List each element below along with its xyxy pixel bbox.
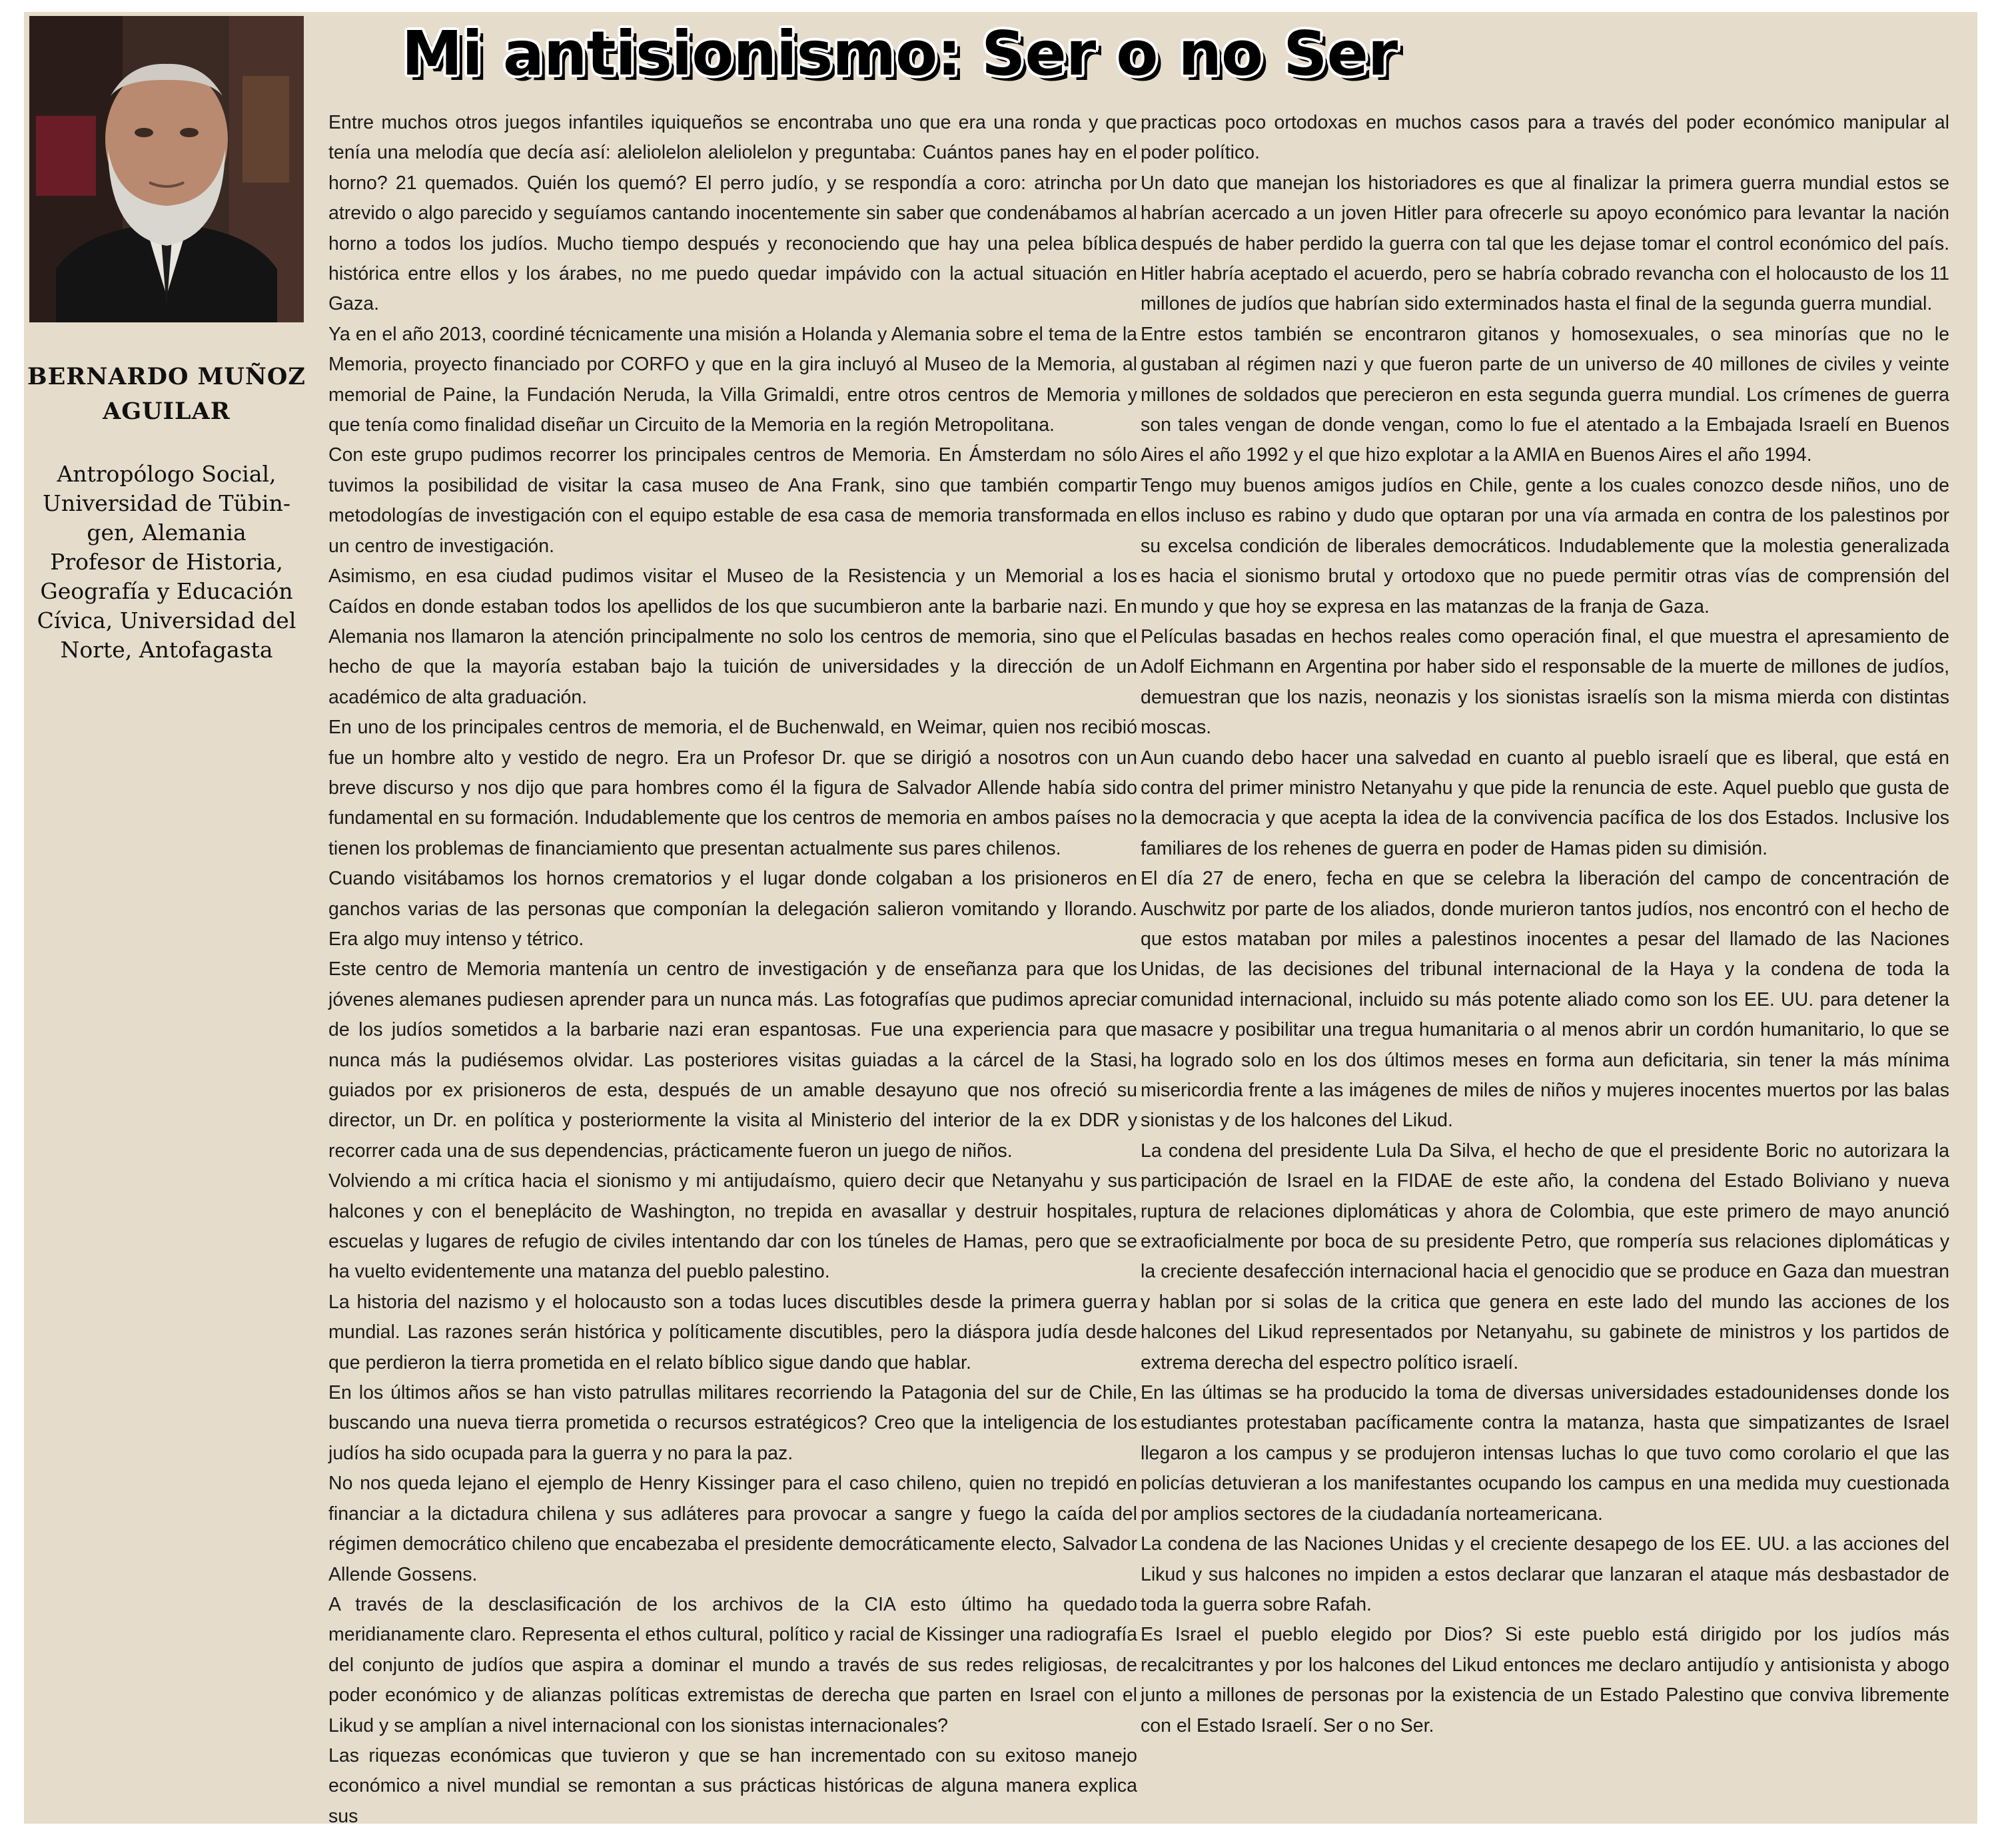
paragraph: En uno de los principales centros de memoria, el de Buchenwald, en Weimar, quien nos recibió fue un hombre alto y vestido de negro. Era un Profesor Dr. que se dirigió a nosotros con un breve discurso y nos dijo que para hombres como él la figura de Salvador Allende había sido fundamental en su formación. Indudablemente que los centros de memoria en ambos países no tienen los problemas de financiamiento que presentan actualmente sus pares chilenos. [328, 717, 1137, 859]
author-bio-line: Cívica, Universidad del [37, 607, 296, 633]
paragraph: Entre muchos otros juegos infantiles iquiqueños se encontraba uno que era una ronda y que tenía una melodía que decía así: aleliolelon aleliolelon y preguntaba: Cuántos panes hay en el horno? 21 quemados. Quién los quemó? El perro judío, y se respondía a coro: atrincha por atrevido o algo parecido y seguíamos cantando inocentemente sin saber que condenábamos al horno a todos los judíos. Mucho tiempo después y reconociendo que hay una pelea bíblica histórica entre ellos y los árabes, no me puedo quedar impávido con la actual situación en Gaza. [328, 112, 1137, 315]
paragraph: Volviendo a mi crítica hacia el sionismo y mi antijudaísmo, quiero decir que Netanyahu y sus halcones y con el beneplácito de Washington, no trepida en avasallar y destruir hospitales, escuelas y lugares de refugio de civiles intentando dar con los túneles de Hamas, pero que se ha vuelto evidentemente una matanza del pueblo palestino. [328, 1170, 1137, 1283]
paragraph: practicas poco ortodoxas en muchos casos para a través del poder económico manipular al poder político. [1141, 112, 1949, 164]
paragraph: Películas basadas en hechos reales como operación final, el que muestra el apresamiento de Adolf Eichmann en Argentina por haber sido el responsable de la muerte de millones de judíos, demuestran que los nazis, neonazis y los sionistas israelís son la misma mierda con distintas moscas. [1141, 625, 1949, 739]
author-portrait-illustration [29, 16, 304, 322]
paragraph: Asimismo, en esa ciudad pudimos visitar el Museo de la Resistencia y un Memorial a los Caídos en donde estaban todos los apellidos de los que sucumbieron ante la barbarie nazi. En Alemania nos llamaron la atención principalmente no solo los centros de memoria, sino que el hecho de que la mayoría estaban bajo la tuición de universidades y la dirección de un académico de alta graduación. [328, 565, 1137, 708]
paragraph: Este centro de Memoria mantenía un centro de investigación y de enseñanza para que los jóvenes alemanes pudiesen aprender para un nunca más. Las fotografías que pudimos apreciar de los judíos sometidos a la barbarie nazi eran espantosas. Fue una experiencia para que nunca más la pudiésemos olvidar. Las posteriores visitas guiadas a la cárcel de la Stasi, guiados por ex prisioneros de esta, después de un amable desayuno que nos ofreció su director, un Dr. en política y posteriormente la visita al Ministerio del interior de la ex DDR y recorrer cada una de sus dependencias, prácticamente fueron un juego de niños. [328, 958, 1137, 1162]
author-bio-line: Norte, Antofagasta [60, 637, 273, 663]
paragraph: Las riquezas económicas que tuvieron y que se han incrementado con su exitoso manejo económico a nivel mundial se remontan a sus prácticas históricas de alguna manera explica sus [328, 1744, 1137, 1827]
article-headline: Mi antisionismo: Ser o no Ser [401, 18, 1398, 89]
author-bio-line: Antropólogo Social, [57, 461, 276, 487]
paragraph: A través de la desclasificación de los archivos de la CIA esto último ha quedado meridianamente claro. Representa el ethos cultural, político y racial de Kissinger una radiografía del conjunto de judíos que aspira a dominar el mundo a través de sus redes religiosas, de poder económico y de alianzas políticas extremistas de derecha que parten en Israel con el Likud y se amplían a nivel internacional con los sionistas internacionales? [328, 1593, 1137, 1736]
paragraph: En las últimas se ha producido la toma de diversas universidades estadounidenses donde los estudiantes protestaban pacíficamente contra la matanza, hasta que simpatizantes de Israel llegaron a los campus y se produjeron intensas luchas lo que tuvo como corolario el que las policías detuvieran a los manifestantes ocupando los campus en una medida muy cuestionada por amplios sectores de la ciudadanía norteamericana. [1141, 1382, 1949, 1525]
paragraph: Ya en el año 2013, coordiné técnicamente una misión a Holanda y Alemania sobre el tema de la Memoria, proyecto financiado por CORFO y que en la gira incluyó al Museo de la Memoria, al memorial de Paine, la Fundación Neruda, la Villa Grimaldi, entre otros centros de Memoria y que tenía como finalidad diseñar un Circuito de la Memoria en la región Metropolitana. [328, 323, 1137, 436]
author-photo [29, 16, 304, 322]
paragraph: La historia del nazismo y el holocausto son a todas luces discutibles desde la primera guerra mundial. Las razones serán histórica y políticamente discutibles, pero la diáspora judía desde que perdieron la tierra prometida en el relato bíblico sigue dando que hablar. [328, 1291, 1137, 1373]
article-column-right [1141, 108, 1949, 1741]
paragraph: Entre estos también se encontraron gitanos y homosexuales, o sea minorías que no le gustaban al régimen nazi y que fueron parte de un universo de 40 millones de civiles y veinte millones de soldados que perecieron en esta segunda guerra mundial. Los crímenes de guerra son tales vengan de donde vengan, como lo fue el atentado a la Embajada Israelí en Buenos Aires el año 1992 y el que hizo explotar a la AMIA en Buenos Aires el año 1994. [1141, 323, 1949, 466]
paragraph: Con este grupo pudimos recorrer los principales centros de Memoria. En Ámsterdam no sólo tuvimos la posibilidad de visitar la casa museo de Ana Frank, sino que también compartir metodologías de investigación con el equipo estable de esa casa de memoria transformada en un centro de investigación. [328, 444, 1137, 557]
article-column-left [328, 108, 1137, 1832]
paragraph: Un dato que manejan los historiadores es que al finalizar la primera guerra mundial estos se habrían acercado a un joven Hitler para ofrecerle su apoyo económico para levantar la nación después de haber perdido la guerra con tal que les dejase tomar el control económico del país. Hitler habría aceptado el acuerdo, pero se habría cobrado revancha con el holocausto de los 11 millones de judíos que habrían sido exterminados hasta el final de la segunda guerra mundial. [1141, 172, 1949, 315]
paragraph: La condena de las Naciones Unidas y el creciente desapego de los EE. UU. a las acciones del Likud y sus halcones no impiden a estos declarar que lanzaran el ataque más desbastador de toda la guerra sobre Rafah. [1141, 1533, 1949, 1615]
author-bio-line: Profesor de Historia, [50, 549, 283, 575]
paragraph: Tengo muy buenos amigos judíos en Chile, gente a los cuales conozco desde niños, uno de ellos incluso es rabino y dudo que optaran por una vía armada en contra de los palestinos por su excelsa condición de liberales democráticos. Indudablemente que la molestia generalizada es hacia el sionismo brutal y ortodoxo que no puede permitir otras vías de comprensión del mundo y que hoy se expresa en las matanzas de la franja de Gaza. [1141, 474, 1949, 617]
author-bio-line: Universidad de Tübin- [43, 490, 290, 516]
paragraph: Aun cuando debo hacer una salvedad en cuanto al pueblo israelí que es liberal, que está en contra del primer ministro Netanyahu y que pide la renuncia de este. Aquel pueblo que gusta de la democracia y que acepta la idea de la convivencia pacífica de los dos Estados. Inclusive los familiares de los rehenes de guerra en poder de Hamas piden su dimisión. [1141, 747, 1949, 859]
paragraph: Es Israel el pueblo elegido por Dios? Si este pueblo está dirigido por los judíos más recalcitrantes y por los halcones del Likud entonces me declaro antijudío y antisionista y abogo junto a millones de personas por la existencia de un Estado Palestino que conviva libremente con el Estado Israelí. Ser o no Ser. [1141, 1624, 1949, 1736]
paragraph: El día 27 de enero, fecha en que se celebra la liberación del campo de concentración de Auschwitz por parte de los aliados, donde murieron tantos judíos, nos encontró con el hecho de que estos mataban por miles a palestinos inocentes a pesar del llamado de las Naciones Unidas, de las decisiones del tribunal internacional de la Haya y la condena de toda la comunidad internacional, incluido su más potente aliado como son los EE. UU. para detener la masacre y posibilitar una tregua humanitaria o al menos abrir un cordón humanitario, lo que se ha logrado solo en los dos últimos meses en forma aun deficitaria, sin tener la más mínima misericordia frente a las imágenes de miles de niños y mujeres inocentes muertos por las balas sionistas y de los halcones del Likud. [1141, 868, 1949, 1132]
author-bio [16, 460, 317, 665]
paragraph: No nos queda lejano el ejemplo de Henry Kissinger para el caso chileno, quien no trepidó en financiar a la dictadura chilena y sus adláteres para provocar a sangre y fuego la caída del régimen democrático chileno que encabezaba el presidente democráticamente electo, Salvador Allende Gossens. [328, 1473, 1137, 1585]
author-bio-line: Geografía y Educación [40, 578, 293, 604]
paragraph: La condena del presidente Lula Da Silva, el hecho de que el presidente Boric no autorizara la participación de Israel en la FIDAE de este año, la condena del Estado Boliviano y nueva ruptura de relaciones diplomáticas y ahora de Colombia, que este primero de mayo anunció extraoficialmente por boca de su presidente Petro, que rompería sus relaciones diplomáticas y la creciente desafección internacional hacia el genocidio que se produce en Gaza dan muestran y hablan por si solas de la critica que genera en este lado del mundo las acciones de los halcones del Likud representados por Netanyahu, su gabinete de ministros y los partidos de extrema derecha del espectro político israelí. [1141, 1140, 1949, 1373]
author-name: BERNARDO MUÑOZ AGUILAR [27, 363, 306, 425]
author-bio-line: gen, Alemania [87, 520, 247, 546]
paragraph: Cuando visitábamos los hornos crematorios y el lugar donde colgaban a los prisioneros en ganchos varias de las personas que componían la delegación salieron vomitando y llorando. Era algo muy intenso y tétrico. [328, 868, 1137, 950]
paragraph: En los últimos años se han visto patrullas militares recorriendo la Patagonia del sur de Chile, buscando una nueva tierra prometida o recursos estratégicos? Creo que la inteligencia de los judíos ha sido ocupada para la guerra y no para la paz. [328, 1382, 1137, 1464]
